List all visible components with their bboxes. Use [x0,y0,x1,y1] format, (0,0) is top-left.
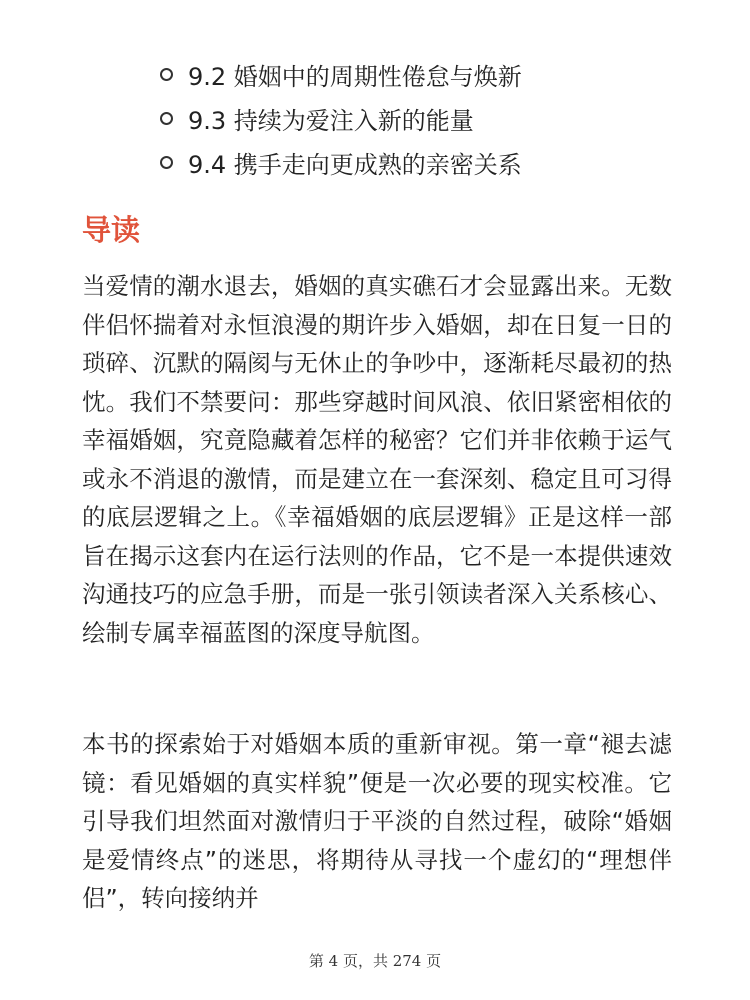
circle-bullet-icon [160,112,173,125]
body-paragraph: 当爱情的潮水退去，婚姻的真实礁石才会显露出来。无数伴侣怀揣着对永恒浪漫的期许步入婚姻，却在日复一日的琐碎、沉默的隔阂与无休止的争吵中，逐渐耗尽最初的热忱。我们不禁要问：那些穿越时间风浪、依旧紧密相依的幸福婚姻，究竟隐藏着怎样的秘密？它们并非依赖于运气或永不消退的激情，而是建立在一套深刻、稳定且可习得的底层逻辑之上。《幸福婚姻的底层逻辑》正是这样一部旨在揭示这套内在运行法则的作品，它不是一本提供速效沟通技巧的应急手册，而是一张引领读者深入关系核心、绘制专属幸福蓝图的深度导航图。 [82,272,672,647]
section-heading: 导读 [82,213,141,247]
toc-item-label: 9.4 携手走向更成熟的亲密关系 [188,150,522,179]
toc-item-9-4[interactable] [160,140,522,184]
toc-item-label: 9.3 持续为爱注入新的能量 [188,106,474,135]
body-paragraph: 本书的探索始于对婚姻本质的重新审视。第一章“褪去滤镜：看见婚姻的真实样貌”便是一次必要的现实校准。它引导我们坦然面对激情归于平淡的自然过程，破除“婚姻是爱情终点”的迷思，将期待从寻找一个虚幻的“理想伴侣”，转向接纳并 [82,730,672,912]
page-number-footer: 第 4 页，共 274 页 [308,952,442,970]
circle-bullet-icon [160,156,173,169]
circle-bullet-icon [160,68,173,81]
toc-item-9-2[interactable] [160,52,522,96]
toc-list [160,52,522,184]
toc-item-label: 9.2 婚姻中的周期性倦怠与焕新 [188,62,522,91]
toc-item-9-3[interactable] [160,96,522,140]
